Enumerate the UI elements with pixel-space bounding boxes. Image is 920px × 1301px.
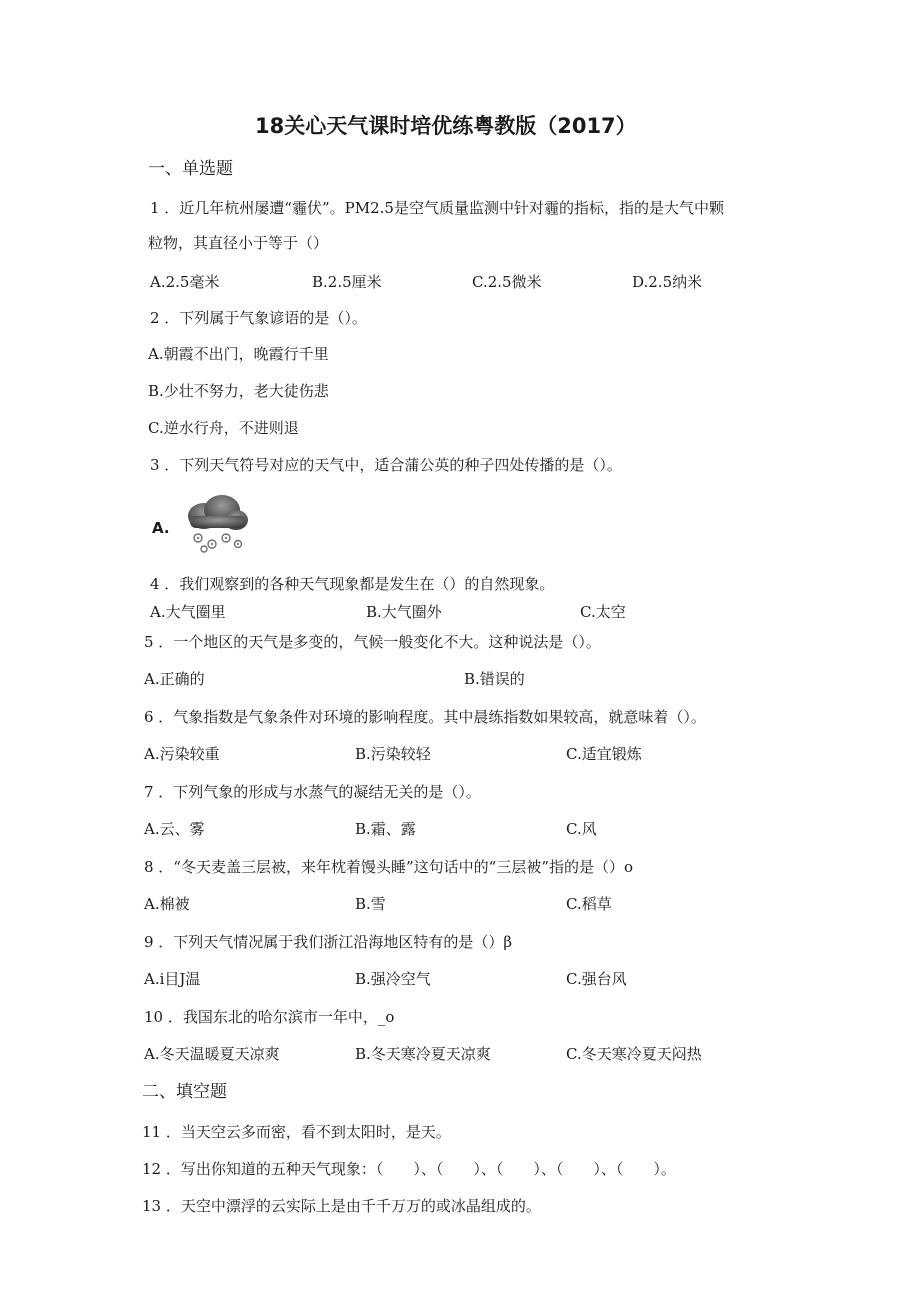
question-4-option-a: A.大气圈里 (150, 603, 226, 621)
question-6-stem: 6 ．气象指数是气象条件对环境的影响程度。其中晨练指数如果较高，就意味着（）。 (144, 708, 706, 726)
question-10-option-c: C.冬天寒冷夏天闷热 (566, 1045, 702, 1063)
question-6-option-b: B.污染较轻 (355, 745, 431, 763)
question-9-option-c: C.强台风 (566, 970, 627, 988)
question-5-option-a: A.正确的 (144, 670, 205, 688)
question-8-option-b: B.雪 (355, 895, 386, 913)
question-1-stem-continued: 粒物，其直径小于等于（） (148, 234, 329, 252)
question-5-stem: 5 ．一个地区的天气是多变的，气候一般变化不大。这种说法是（）。 (144, 633, 601, 651)
question-1-stem: 1 ．近几年杭州屡遭“霾伏”。PM2.5是空气质量监测中针对霾的指标，指的是大气中颗 (150, 199, 724, 217)
question-1-option-d: D.2.5纳米 (632, 273, 703, 291)
question-13-stem: 13 ．天空中漂浮的云实际上是由千千万万的或冰晶组成的。 (142, 1197, 541, 1215)
question-11-stem: 11 ．当天空云多而密，看不到太阳时，是天。 (142, 1123, 451, 1141)
snow-cloud-icon (180, 494, 252, 554)
question-7-stem: 7 ．下列气象的形成与水蒸气的凝结无关的是（）。 (144, 783, 481, 801)
question-8-stem: 8 ．“冬天麦盖三层被，来年枕着馒头睡”这句话中的“三层被”指的是（）o (144, 858, 634, 876)
question-3-option-a-label: A. (152, 519, 170, 537)
question-10-option-a: A.冬天温暖夏天凉爽 (144, 1045, 280, 1063)
question-12-stem: 12 ．写出你知道的五种天气现象：（ ）、（ ）、（ ）、（ ）、（ ）。 (142, 1160, 676, 1178)
question-1-option-c: C.2.5微米 (472, 273, 542, 291)
question-10-option-b: B.冬天寒冷夏天凉爽 (355, 1045, 491, 1063)
question-7-option-c: C.风 (566, 820, 597, 838)
section-heading-single-choice: 一、单选题 (148, 159, 233, 179)
question-2-option-c: C.逆水行舟，不进则退 (148, 419, 299, 437)
question-2-stem: 2 ．下列属于气象谚语的是（）。 (150, 309, 367, 327)
question-8-option-c: C.稻草 (566, 895, 612, 913)
question-2-option-a: A.朝霞不出门，晚霞行千里 (148, 345, 329, 363)
question-9-stem: 9 ．下列天气情况属于我们浙江沿海地区特有的是（）β (144, 933, 512, 951)
question-10-stem: 10 ．我国东北的哈尔滨市一年中，_o (144, 1008, 395, 1026)
question-5-option-b: B.错误的 (464, 670, 525, 688)
question-7-option-a: A.云、雾 (144, 820, 205, 838)
question-4-stem: 4 ．我们观察到的各种天气现象都是发生在（）的自然现象。 (150, 575, 555, 593)
question-2-option-b: B.少壮不努力，老大徒伤悲 (148, 382, 329, 400)
question-1-option-b: B.2.5厘米 (312, 273, 382, 291)
question-6-option-a: A.污染较重 (144, 745, 220, 763)
question-9-option-a: A.i目J温 (144, 970, 201, 988)
question-4-option-b: B.大气圈外 (366, 603, 442, 621)
question-6-option-c: C.适宜锻炼 (566, 745, 642, 763)
question-4-option-c: C.太空 (580, 603, 626, 621)
section-heading-fill-in: 二、填空题 (142, 1082, 227, 1102)
question-1-option-a: A.2.5毫米 (150, 273, 220, 291)
question-7-option-b: B.霜、露 (355, 820, 416, 838)
question-8-option-a: A.棉被 (144, 895, 190, 913)
page-title: 18关心天气课时培优练粤教版（2017） (255, 114, 637, 138)
question-3-stem: 3 ．下列天气符号对应的天气中，适合蒲公英的种子四处传播的是（）。 (150, 456, 622, 474)
question-9-option-b: B.强冷空气 (355, 970, 431, 988)
